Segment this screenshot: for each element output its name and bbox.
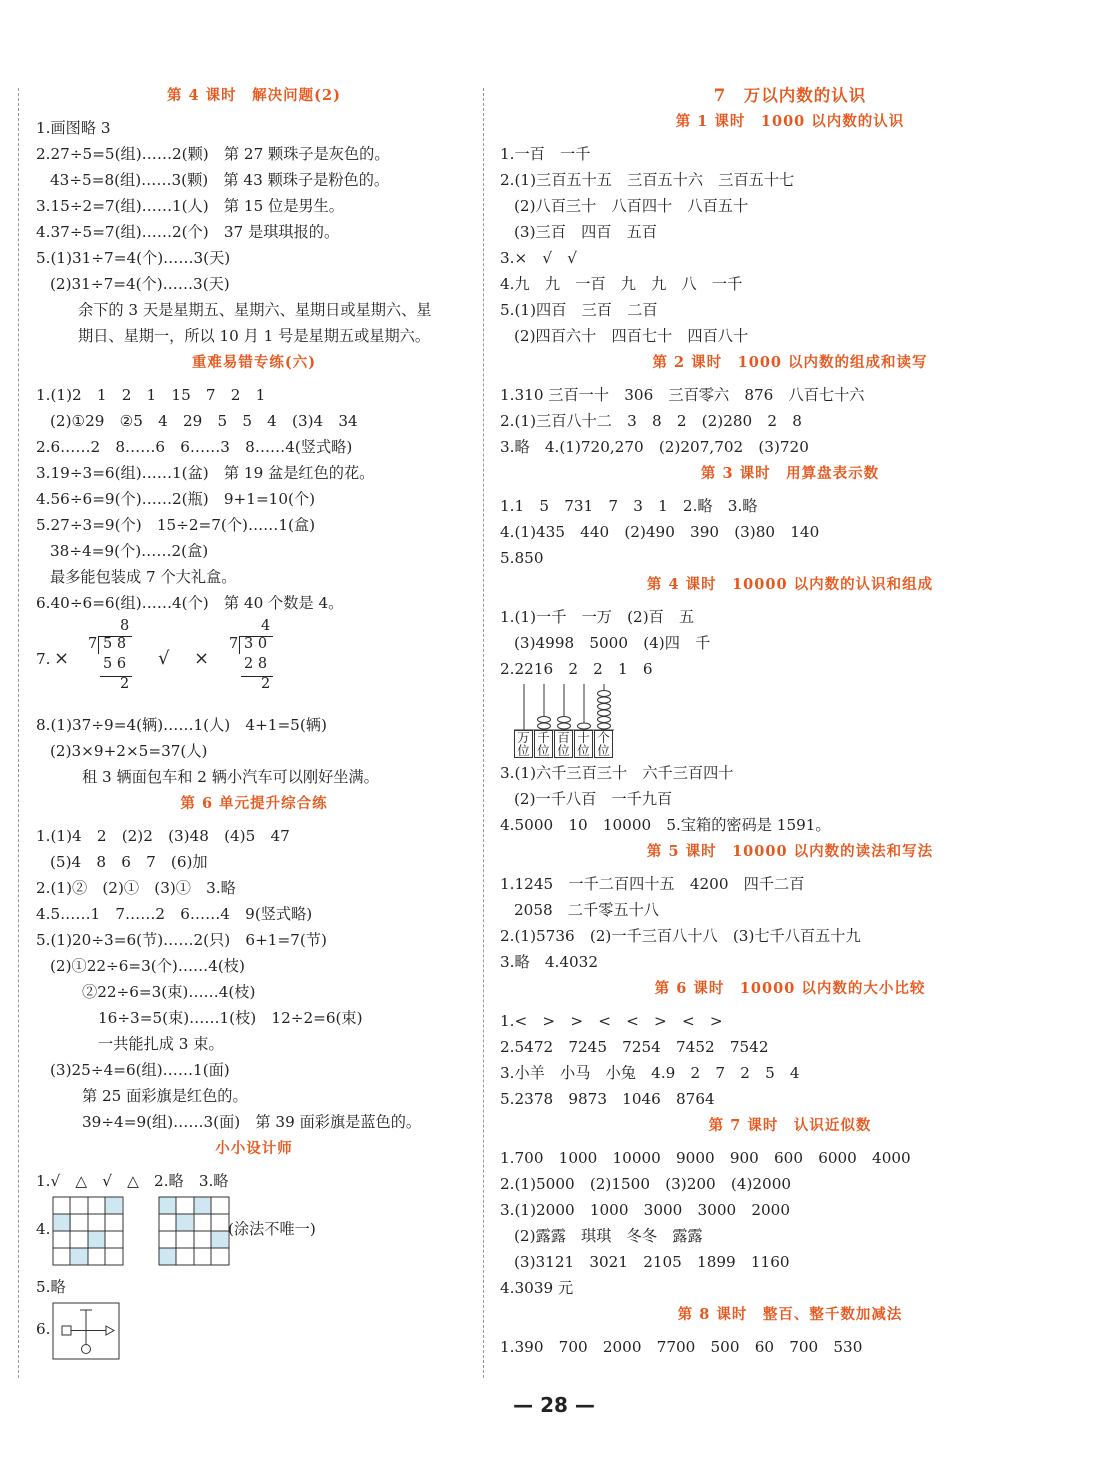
answer-line: 39÷4=9(组)……3(面) 第 39 面彩旗是蓝色的。 bbox=[82, 1113, 422, 1131]
answer-line: 2.(1)5736 (2)一千三百八十八 (3)七千八百五十九 bbox=[500, 927, 861, 945]
lesson4-title: 第 4 课时 解决问题(2) bbox=[167, 87, 341, 104]
div2-divisor: 7 bbox=[229, 636, 239, 652]
answer-line: 1.310 三百一十 306 三百零六 876 八百七十六 bbox=[500, 386, 865, 404]
r-lesson6-title: 第 6 课时 10000 以内数的大小比较 bbox=[654, 980, 926, 997]
answer-line: 2.(1)三百五十五 三百五十六 三百五十七 bbox=[500, 171, 795, 189]
answer-line: 16÷3=5(束)……1(枝) 12÷2=6(束) bbox=[98, 1009, 363, 1027]
answer-line: 余下的 3 天是星期五、星期六、星期日或星期六、星 bbox=[78, 301, 432, 319]
abacus-bead bbox=[598, 704, 611, 710]
div2-dividend: 3 0 bbox=[244, 636, 268, 652]
answer-line: (3)三百 四百 五百 bbox=[514, 223, 658, 241]
grid-shade bbox=[194, 1197, 211, 1214]
unit6-review-title: 第 6 单元提升综合练 bbox=[180, 795, 328, 812]
left-column bbox=[36, 82, 472, 1362]
abacus-bead bbox=[598, 723, 611, 729]
abacus-labels bbox=[514, 730, 618, 758]
unit7-title: 7 万以内数的认识 bbox=[713, 86, 867, 105]
answer-line: 5.(1)31÷7=4(个)……3(天) bbox=[36, 249, 231, 267]
q7-mark-2: √ bbox=[158, 648, 170, 669]
abacus-bead bbox=[598, 697, 611, 703]
answer-line: 一共能扎成 3 束。 bbox=[98, 1035, 224, 1053]
q4-label: 4. bbox=[36, 1220, 51, 1238]
r-lesson1-title: 第 1 课时 1000 以内数的认识 bbox=[675, 113, 905, 130]
answer-line: 5.(1)四百 三百 二百 bbox=[500, 301, 658, 319]
answer-line: 5.2378 9873 1046 8764 bbox=[500, 1090, 715, 1108]
q6-figure bbox=[36, 1300, 472, 1362]
answer-line: 43÷5=8(组)……3(颗) 第 43 颗珠子是粉色的。 bbox=[50, 171, 390, 189]
answer-line: 5.27÷3=9(个) 15÷2=7(个)……1(盒) bbox=[36, 516, 316, 534]
div2-bracket bbox=[239, 636, 240, 654]
abacus-place-label: 十 位 bbox=[574, 730, 593, 758]
answer-line: 1.< > > < < > < > bbox=[500, 1012, 723, 1030]
r-lesson8-title: 第 8 课时 整百、整千数加减法 bbox=[677, 1306, 903, 1323]
answer-line: 1.700 1000 10000 9000 900 600 6000 4000 bbox=[500, 1149, 911, 1167]
answer-line: 1.(1)2 1 2 1 15 7 2 1 bbox=[36, 386, 266, 404]
abacus-bead bbox=[558, 723, 571, 729]
r-lesson7-title: 第 7 课时 认识近似数 bbox=[708, 1117, 872, 1134]
answer-line: 1.一百 一千 bbox=[500, 145, 591, 163]
answer-line: 1.1 5 731 7 3 1 2.略 3.略 bbox=[500, 497, 758, 515]
div1-remainder: 2 bbox=[120, 676, 130, 692]
answer-line: 38÷4=9(个)……2(盒) bbox=[50, 542, 209, 560]
div1-bracket bbox=[98, 636, 99, 654]
arrow-symbol-figure bbox=[52, 1302, 120, 1360]
grid-shade bbox=[88, 1231, 105, 1248]
answer-line: 5.850 bbox=[500, 549, 544, 567]
answer-line: 1.画图略 3 bbox=[36, 119, 111, 137]
answer-line: 4.56÷6=9(个)……2(瓶) 9+1=10(个) bbox=[36, 490, 316, 508]
answer-line: (3)4998 5000 (4)四 千 bbox=[514, 634, 711, 652]
answer-line: 1.390 700 2000 7700 500 60 700 530 bbox=[500, 1338, 863, 1356]
r-lesson3-title: 第 3 课时 用算盘表示数 bbox=[700, 465, 880, 482]
answer-line: 第 25 面彩旗是红色的。 bbox=[82, 1087, 248, 1105]
abacus-bead bbox=[558, 717, 571, 723]
div1-product: 5 6 bbox=[103, 656, 127, 672]
grid-shade bbox=[54, 1214, 71, 1231]
answer-line: (5)4 8 6 7 (6)加 bbox=[50, 853, 208, 871]
answer-line: (2)31÷7=4(个)……3(天) bbox=[50, 275, 230, 293]
answer-line: (2)一千八百 一千九百 bbox=[514, 790, 673, 808]
abacus-bead bbox=[578, 723, 591, 729]
answer-line: ②22÷6=3(束)……4(枝) bbox=[82, 983, 256, 1001]
abacus-place-label: 万 位 bbox=[514, 730, 533, 758]
r-lesson5-title: 第 5 课时 10000 以内数的读法和写法 bbox=[646, 843, 934, 860]
answer-line: 最多能包装成 7 个大礼盒。 bbox=[50, 568, 237, 586]
answer-line: 4.5000 10 10000 5.宝箱的密码是 1591。 bbox=[500, 816, 831, 834]
answer-line: 8.(1)37÷9=4(辆)……1(人) 4+1=5(辆) bbox=[36, 716, 327, 734]
answer-line: 6.40÷6=6(组)……4(个) 第 40 个数是 4。 bbox=[36, 594, 344, 612]
r-lesson2-title: 第 2 课时 1000 以内数的组成和读写 bbox=[652, 354, 928, 371]
div1-quotient: 8 bbox=[120, 618, 130, 634]
grid-pattern-2 bbox=[158, 1196, 230, 1266]
answer-line: 2.27÷5=5(组)……2(颗) 第 27 颗珠子是灰色的。 bbox=[36, 145, 390, 163]
grid-shade bbox=[176, 1214, 193, 1231]
little-designer-title: 小小设计师 bbox=[215, 1140, 293, 1157]
answer-line: 3.略 4.(1)720,270 (2)207,702 (3)720 bbox=[500, 438, 809, 456]
div2-remainder: 2 bbox=[261, 676, 271, 692]
q7-label: 7. bbox=[36, 650, 51, 668]
abacus-place-label: 千 位 bbox=[534, 730, 553, 758]
answer-line: 4.37÷5=7(组)……2(个) 37 是琪琪报的。 bbox=[36, 223, 340, 241]
answer-line: (2)四百六十 四百七十 四百八十 bbox=[514, 327, 749, 345]
answer-line: (2)八百三十 八百四十 八百五十 bbox=[514, 197, 749, 215]
answer-line: 2.(1)三百八十二 3 8 2 (2)280 2 8 bbox=[500, 412, 802, 430]
answer-line: 2.6……2 8……6 6……3 8……4(竖式略) bbox=[36, 438, 353, 456]
answer-line: 2.(1)5000 (2)1500 (3)200 (4)2000 bbox=[500, 1175, 792, 1193]
special-practice-title: 重难易错专练(六) bbox=[191, 354, 317, 371]
answer-line: 2.5472 7245 7254 7452 7542 bbox=[500, 1038, 769, 1056]
answer-line: 2058 二千零五十八 bbox=[514, 901, 659, 919]
abacus-place-label: 百 位 bbox=[554, 730, 573, 758]
answer-line: 4.3039 元 bbox=[500, 1279, 574, 1297]
grid-pattern-1 bbox=[52, 1196, 124, 1266]
abacus-bead bbox=[598, 717, 611, 723]
div2-product: 2 8 bbox=[244, 656, 268, 672]
answer-line: 3.(1)六千三百三十 六千三百四十 bbox=[500, 764, 734, 782]
abacus-bead bbox=[598, 691, 611, 697]
column-divider bbox=[483, 88, 484, 1378]
q6-label: 6. bbox=[36, 1320, 51, 1338]
answer-line: 2.(1)② (2)① (3)① 3.略 bbox=[36, 879, 236, 897]
r-lesson4-title: 第 4 课时 10000 以内数的认识和组成 bbox=[646, 576, 934, 593]
grid-shade bbox=[105, 1197, 122, 1214]
abacus-place-label: 个 位 bbox=[594, 730, 613, 758]
div1-dividend: 5 8 bbox=[103, 636, 127, 652]
q7-mark-1: × bbox=[54, 648, 70, 669]
q4-note: (涂法不唯一) bbox=[228, 1220, 316, 1238]
answer-line: 1.(1)一千 一万 (2)百 五 bbox=[500, 608, 695, 626]
answer-line: (3)3121 3021 2105 1899 1160 bbox=[514, 1253, 790, 1271]
page-number: — 28 — bbox=[513, 1393, 595, 1417]
abacus-bead bbox=[538, 723, 551, 729]
answer-line: 5.(1)20÷3=6(节)……2(只) 6+1=7(节) bbox=[36, 931, 327, 949]
answer-line: 3.略 4.4032 bbox=[500, 953, 599, 971]
answer-line: (2)①22÷6=3(个)……4(枝) bbox=[50, 957, 245, 975]
abacus-bead bbox=[538, 717, 551, 723]
answer-line: (2)①29 ②5 4 29 5 5 4 (3)4 34 bbox=[50, 412, 358, 430]
answer-line: 3.15÷2=7(组)……1(人) 第 15 位是男生。 bbox=[36, 197, 344, 215]
grid-shade bbox=[211, 1231, 228, 1248]
answer-line: 3.(1)2000 1000 3000 3000 2000 bbox=[500, 1201, 791, 1219]
right-column bbox=[500, 82, 1080, 1360]
answer-line: 1.1245 一千二百四十五 4200 四千二百 bbox=[500, 875, 805, 893]
left-margin-line bbox=[18, 88, 19, 1378]
abacus-bead bbox=[598, 710, 611, 716]
div1-divisor: 7 bbox=[88, 636, 98, 652]
answer-line: (3)25÷4=6(组)……1(面) bbox=[50, 1061, 230, 1079]
answer-line: 3.× √ √ bbox=[500, 249, 577, 267]
answer-line: 3.小羊 小马 小兔 4.9 2 7 2 5 4 bbox=[500, 1064, 800, 1082]
q7-mark-3: × bbox=[194, 648, 210, 669]
answer-line: 4.(1)435 440 (2)490 390 (3)80 140 bbox=[500, 523, 820, 541]
answer-line: (2)露露 琪琪 冬冬 露露 bbox=[514, 1227, 703, 1245]
answer-line: 4.九 九 一百 九 九 八 一千 bbox=[500, 275, 743, 293]
answer-line: (2)3×9+2×5=37(人) bbox=[50, 742, 208, 760]
answer-line: 2.2216 2 2 1 6 bbox=[500, 660, 653, 678]
abacus-figure bbox=[500, 682, 1080, 760]
answer-line: 5.略 bbox=[36, 1278, 66, 1296]
answer-line: 4.5……1 7……2 6……4 9(竖式略) bbox=[36, 905, 313, 923]
grid-shade bbox=[159, 1197, 176, 1214]
answer-line: 3.19÷3=6(组)……1(盆) 第 19 盆是红色的花。 bbox=[36, 464, 375, 482]
answer-line: 期日、星期一，所以 10 月 1 号是星期五或星期六。 bbox=[78, 327, 431, 345]
q4-grids bbox=[36, 1194, 472, 1270]
q7-long-division bbox=[36, 616, 472, 712]
div2-quotient: 4 bbox=[261, 618, 271, 634]
grid-shade bbox=[159, 1248, 176, 1265]
answer-line: 租 3 辆面包车和 2 辆小汽车可以刚好坐满。 bbox=[82, 768, 379, 786]
answer-line: 1.(1)4 2 (2)2 (3)48 (4)5 47 bbox=[36, 827, 290, 845]
grid-shade bbox=[71, 1248, 88, 1265]
answer-line: 1.√ △ √ △ 2.略 3.略 bbox=[36, 1172, 229, 1190]
